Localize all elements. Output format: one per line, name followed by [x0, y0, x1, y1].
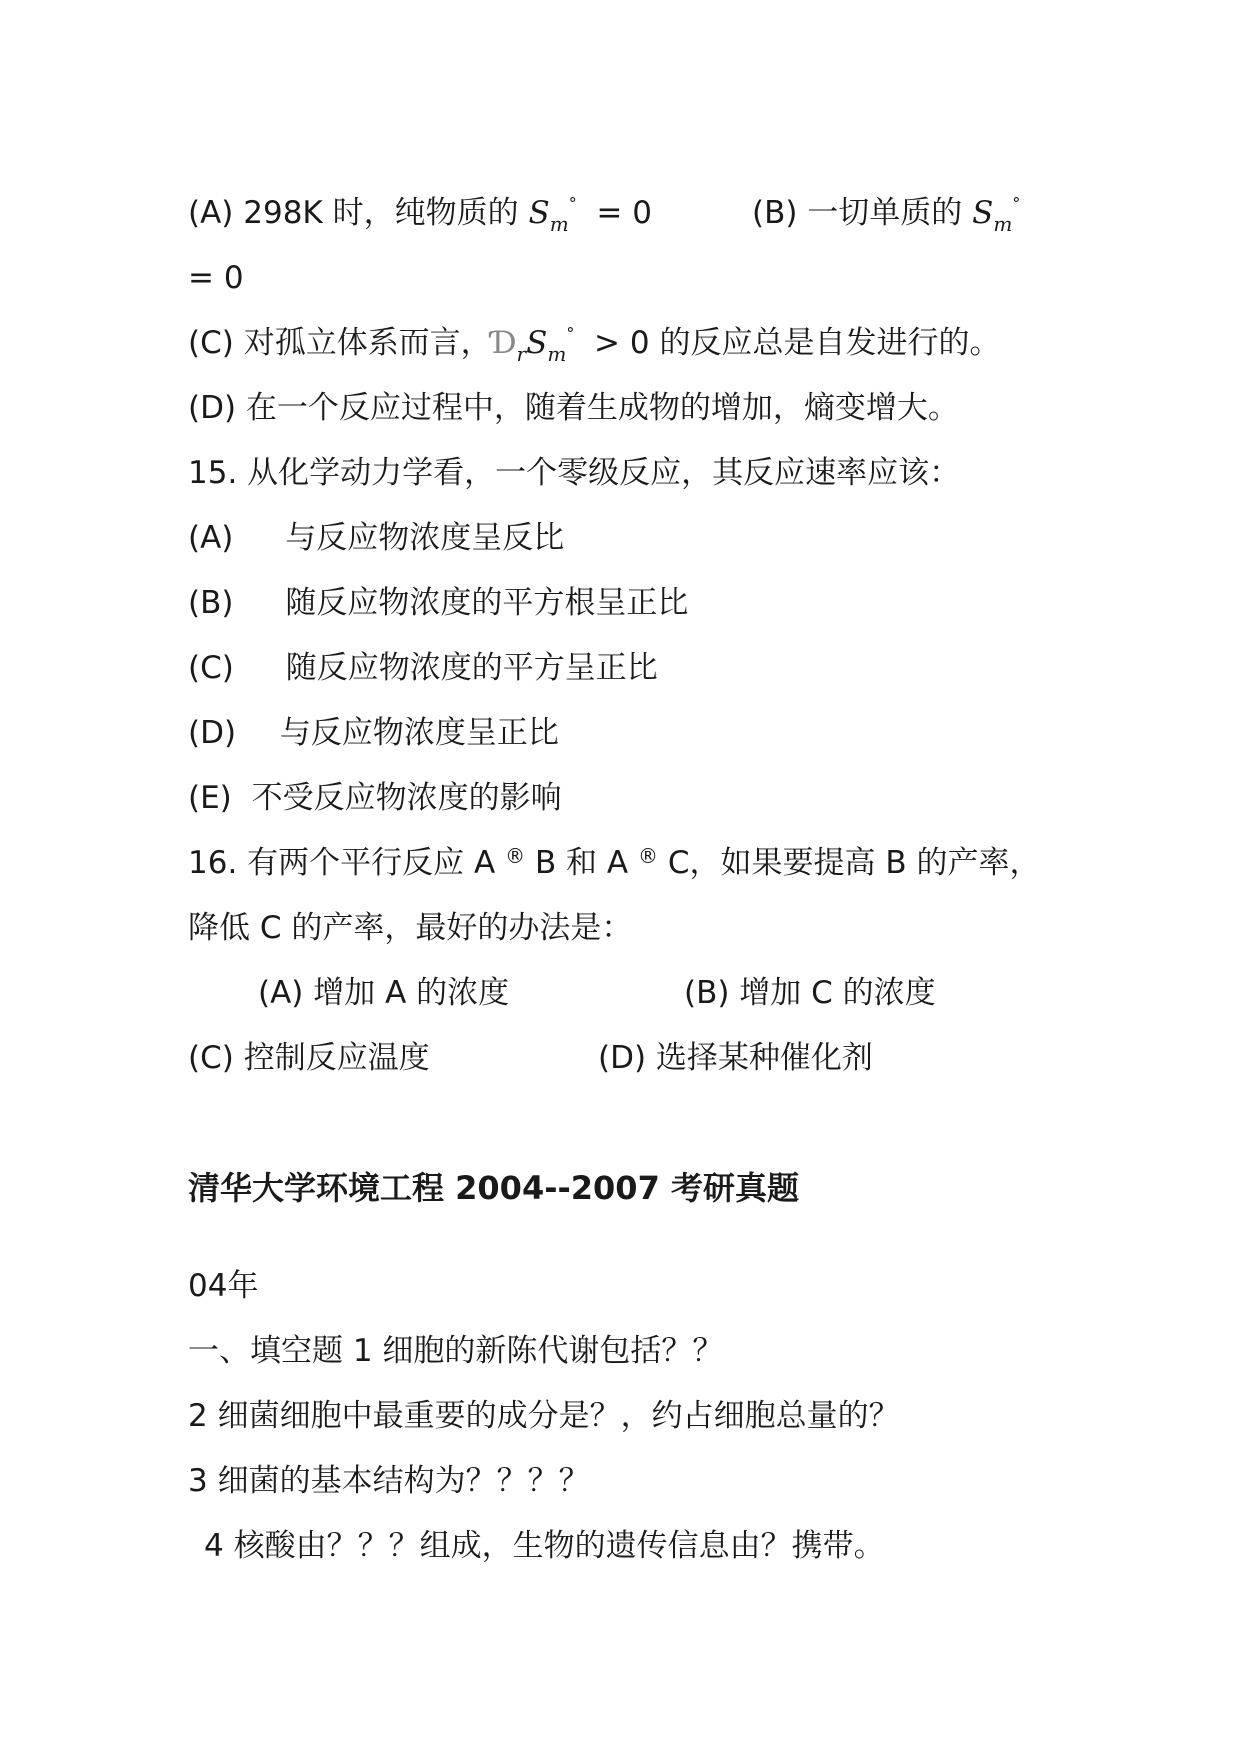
p16-question-part1: 16. 有两个平行反应 A [188, 845, 496, 881]
delta-entropy-symbol: $Ɗ_rS_m^\circ$ [491, 324, 575, 366]
option-label: (E) [188, 780, 232, 816]
p14-option-a-text: (A) 298K 时，纯物质的 [188, 195, 519, 231]
p16-option-b: (B) 增加 C 的浓度 [684, 975, 936, 1011]
option-label: (A) [188, 520, 234, 556]
option-label: (C) [188, 650, 234, 686]
p14-option-a [188, 193, 652, 238]
p15-option-e [188, 778, 562, 818]
option-text: 与反应物浓度呈反比 [285, 520, 565, 556]
item-2: 2 细菌细胞中最重要的成分是？，约占细胞总量的？ [188, 1398, 900, 1434]
p15-option-b [188, 583, 688, 623]
option-text: 随反应物浓度的平方呈正比 [285, 650, 658, 686]
year-label: 04年 [188, 1268, 259, 1304]
p14-option-b [752, 193, 1020, 238]
p15-question: 15. 从化学动力学看，一个零级反应，其反应速率应该： [188, 455, 961, 491]
p14-option-d: (D) 在一个反应过程中，随着生成物的增加，熵变增大。 [188, 390, 959, 426]
p16-option-c: (C) 控制反应温度 [188, 1040, 430, 1076]
p16-question [188, 843, 1040, 886]
item-4: 4 核酸由？？？组成，生物的遗传信息由？携带。 [204, 1528, 885, 1564]
p16-option-a: (A) 增加 A 的浓度 [258, 975, 510, 1011]
option-label: (D) [188, 715, 237, 751]
p16-question-part2: B 和 A [534, 845, 629, 881]
option-text: 随反应物浓度的平方根呈正比 [285, 585, 689, 621]
entropy-symbol: $S_m^\circ$ [972, 194, 1021, 236]
p16-option-d: (D) 选择某种催化剂 [598, 1040, 873, 1076]
p15-option-a [188, 518, 564, 558]
p15-option-c [188, 648, 658, 688]
option-label: (B) [188, 585, 234, 621]
item-1: 一、填空题 1 细胞的新陈代谢包括？？ [188, 1333, 724, 1369]
p14-option-a-value: = 0 [596, 195, 652, 231]
p14-option-c-suffix: > 0 的反应总是自发进行的。 [594, 325, 1001, 361]
arrow-symbol: ® [505, 844, 526, 868]
entropy-symbol: $S_m^\circ$ [528, 194, 577, 236]
p14-option-c-text: (C) 对孤立体系而言， [188, 325, 492, 361]
p16-question-part3: C，如果要提高 B 的产率， [667, 845, 1041, 881]
option-text: 与反应物浓度呈正比 [279, 715, 559, 751]
option-text: 不受反应物浓度的影响 [251, 780, 562, 816]
p15-option-d [188, 713, 559, 753]
section-heading: 清华大学环境工程 2004--2007 考研真题 [188, 1169, 799, 1207]
p14-option-c [188, 323, 1000, 368]
p14-option-b-text: (B) 一切单质的 [752, 195, 963, 231]
p14-option-b-cont: = 0 [188, 260, 244, 296]
item-3: 3 细菌的基本结构为？？？？ [188, 1463, 590, 1499]
p16-question-line2: 降低 C 的产率，最好的办法是： [188, 910, 633, 946]
arrow-symbol: ® [637, 844, 658, 868]
